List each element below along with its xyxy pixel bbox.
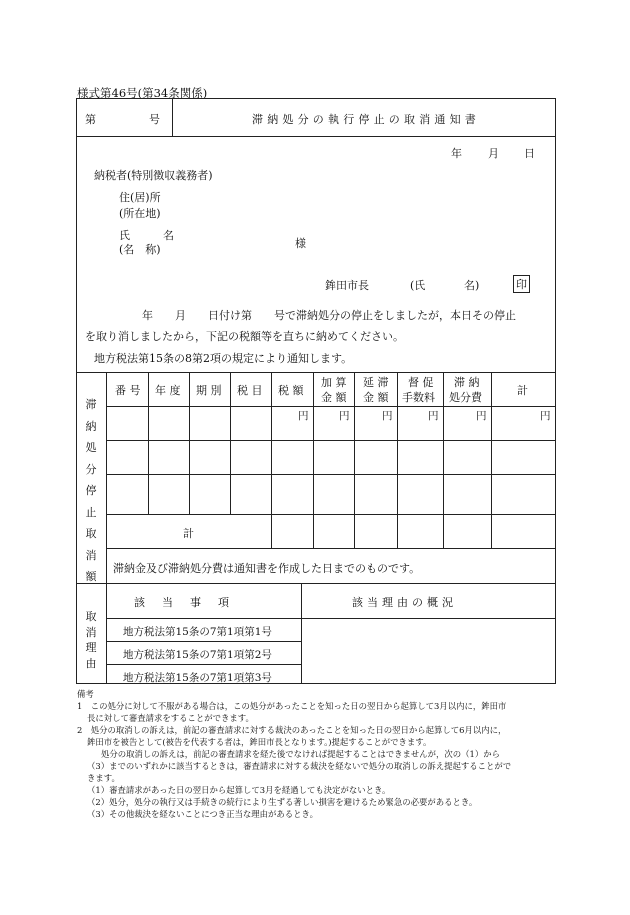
body-line-2: を取り消しましたから，下記の税額等を直ちに納めてください。 bbox=[85, 330, 404, 343]
taxpayer-label: 納税者(特別徴収義務者) bbox=[94, 169, 213, 182]
unit-disposition-cost: 円 bbox=[476, 410, 487, 422]
address-label: 住(居)所 bbox=[119, 191, 161, 204]
notes-heading: 備考 bbox=[77, 689, 94, 699]
amount-note: 滞納金及び滞納処分費は通知書を作成した日までのものです。 bbox=[113, 562, 421, 575]
form-number-label: 様式第46号(第34条関係) bbox=[77, 86, 208, 100]
date-day: 日 bbox=[524, 147, 535, 160]
col-number: 番 号 bbox=[115, 384, 141, 397]
col-addition-2: 金 額 bbox=[321, 391, 347, 404]
issuer-name-close: 名) bbox=[464, 279, 480, 292]
note-1-line-b: 長に対して審査請求をすることができます。 bbox=[87, 713, 254, 723]
name-label: 氏 名 bbox=[119, 229, 174, 242]
grid-col-6 bbox=[354, 372, 355, 548]
reason-side-divider bbox=[106, 583, 107, 683]
amount-side-divider bbox=[106, 372, 107, 583]
notes-section bbox=[77, 688, 557, 820]
reason-col-divider bbox=[301, 583, 302, 683]
col-demand-fee-2: 手数料 bbox=[402, 391, 435, 404]
col-addition-1: 加 算 bbox=[321, 376, 347, 389]
unit-demand-fee: 円 bbox=[428, 410, 439, 422]
note-item-1: （1）審査請求があった日の翌日から起算して3月を経過しても決定がないとき。 bbox=[87, 785, 391, 795]
col-total: 計 bbox=[517, 384, 528, 397]
col-delinquency-1: 延 滞 bbox=[363, 376, 389, 389]
number-suffix: 号 bbox=[149, 113, 160, 126]
header-vdivider bbox=[172, 99, 173, 136]
reason-item-1: 地方税法第15条の7第1項第1号 bbox=[123, 626, 272, 638]
reason-col-summary: 該当理由の概況 bbox=[352, 596, 457, 609]
reason-col-items: 該 当 事 項 bbox=[134, 596, 232, 609]
note-item-3: （3）その他裁決を経ないことにつき正当な理由があるとき。 bbox=[87, 809, 318, 819]
unit-delinquency: 円 bbox=[382, 410, 393, 422]
document-title: 滞納処分の執行停止の取消通知書 bbox=[252, 113, 480, 126]
grid-col-2 bbox=[189, 372, 190, 514]
col-tax-amount: 税 額 bbox=[278, 384, 304, 397]
reason-section-top bbox=[77, 583, 555, 584]
location-label: (所在地) bbox=[119, 207, 161, 220]
grid-col-8 bbox=[443, 372, 444, 548]
note-2-line-c: 処分の取消しの訴えは，前記の審査請求を経た後でなければ提起することはできませんが，次の（1）から bbox=[101, 749, 500, 759]
seal-mark: 印 bbox=[513, 275, 530, 293]
mayor-label: 鉾田市長 bbox=[325, 279, 369, 292]
note-2-line-a: 2 処分の取消しの訴えは，前記の審査請求に対する裁決のあったことを知った日の翌日から起算して6月以内に， bbox=[77, 725, 507, 735]
form-frame bbox=[76, 98, 556, 684]
header-divider bbox=[77, 136, 555, 137]
issuer-name-open: (氏 bbox=[410, 279, 426, 292]
col-disposition-cost-2: 処分費 bbox=[449, 391, 482, 404]
grid-row-3-bottom bbox=[106, 514, 555, 515]
grid-col-1 bbox=[148, 372, 149, 514]
grid-col-5 bbox=[313, 372, 314, 548]
grid-col-9 bbox=[491, 372, 492, 548]
total-row-label: 計 bbox=[183, 527, 194, 540]
grid-total-bottom bbox=[106, 548, 555, 549]
date-month: 月 bbox=[488, 147, 499, 160]
note-2-line-e: きます。 bbox=[87, 773, 120, 783]
honorific: 様 bbox=[295, 237, 306, 250]
note-2-line-b: 鉾田市を被告として(被告を代表する者は，鉾田市長となります。)提起することができます。 bbox=[87, 737, 432, 747]
col-period: 期 別 bbox=[196, 384, 222, 397]
col-fiscal-year: 年 度 bbox=[155, 384, 181, 397]
date-year: 年 bbox=[451, 147, 462, 160]
reason-side-label: 取 消 理 由 bbox=[85, 610, 97, 670]
grid-row-1-bottom bbox=[106, 440, 555, 441]
reason-item-2: 地方税法第15条の7第1項第2号 bbox=[123, 649, 272, 661]
grid-header-bottom bbox=[106, 406, 555, 407]
col-demand-fee-1: 督 促 bbox=[408, 376, 434, 389]
col-delinquency-2: 金 額 bbox=[363, 391, 389, 404]
unit-tax-amount: 円 bbox=[298, 410, 309, 422]
reason-row-1-bottom bbox=[106, 641, 301, 642]
reason-item-3: 地方税法第15条の7第1項第3号 bbox=[123, 672, 272, 684]
unit-total: 円 bbox=[540, 410, 551, 422]
col-disposition-cost-1: 滞 納 bbox=[454, 376, 480, 389]
grid-col-7 bbox=[397, 372, 398, 548]
grid-row-2-bottom bbox=[106, 474, 555, 475]
corp-name-label: (名 称) bbox=[119, 243, 161, 256]
grid-col-3 bbox=[230, 372, 231, 514]
note-item-2: （2）処分，処分の執行又は手続きの続行により生ずる著しい損害を避けるため緊急の必要があるとき。 bbox=[87, 797, 478, 807]
body-line-1: 年 月 日付け第 号で滞納処分の停止をしましたが，本日その停止 bbox=[142, 309, 516, 322]
amount-side-label: 滞 納 処 分 停 止 取 消 額 bbox=[85, 398, 97, 583]
reason-header-bottom bbox=[106, 618, 555, 619]
note-1-line-a: 1 この処分に対して不服がある場合は，この処分があったことを知った日の翌日から起算して3月以内に，鉾田市 bbox=[77, 701, 507, 711]
body-line-3: 地方税法第15条の8第2項の規定により通知します。 bbox=[94, 352, 353, 365]
grid-col-4 bbox=[271, 372, 272, 548]
col-tax-item: 税 目 bbox=[237, 384, 263, 397]
number-prefix: 第 bbox=[85, 113, 96, 126]
note-2-line-d: （3）までのいずれかに該当するときは，審査請求に対する裁決を経ないで処分の取消しの訴え提起することがで bbox=[87, 761, 512, 771]
reason-row-2-bottom bbox=[106, 664, 301, 665]
unit-addition: 円 bbox=[339, 410, 350, 422]
